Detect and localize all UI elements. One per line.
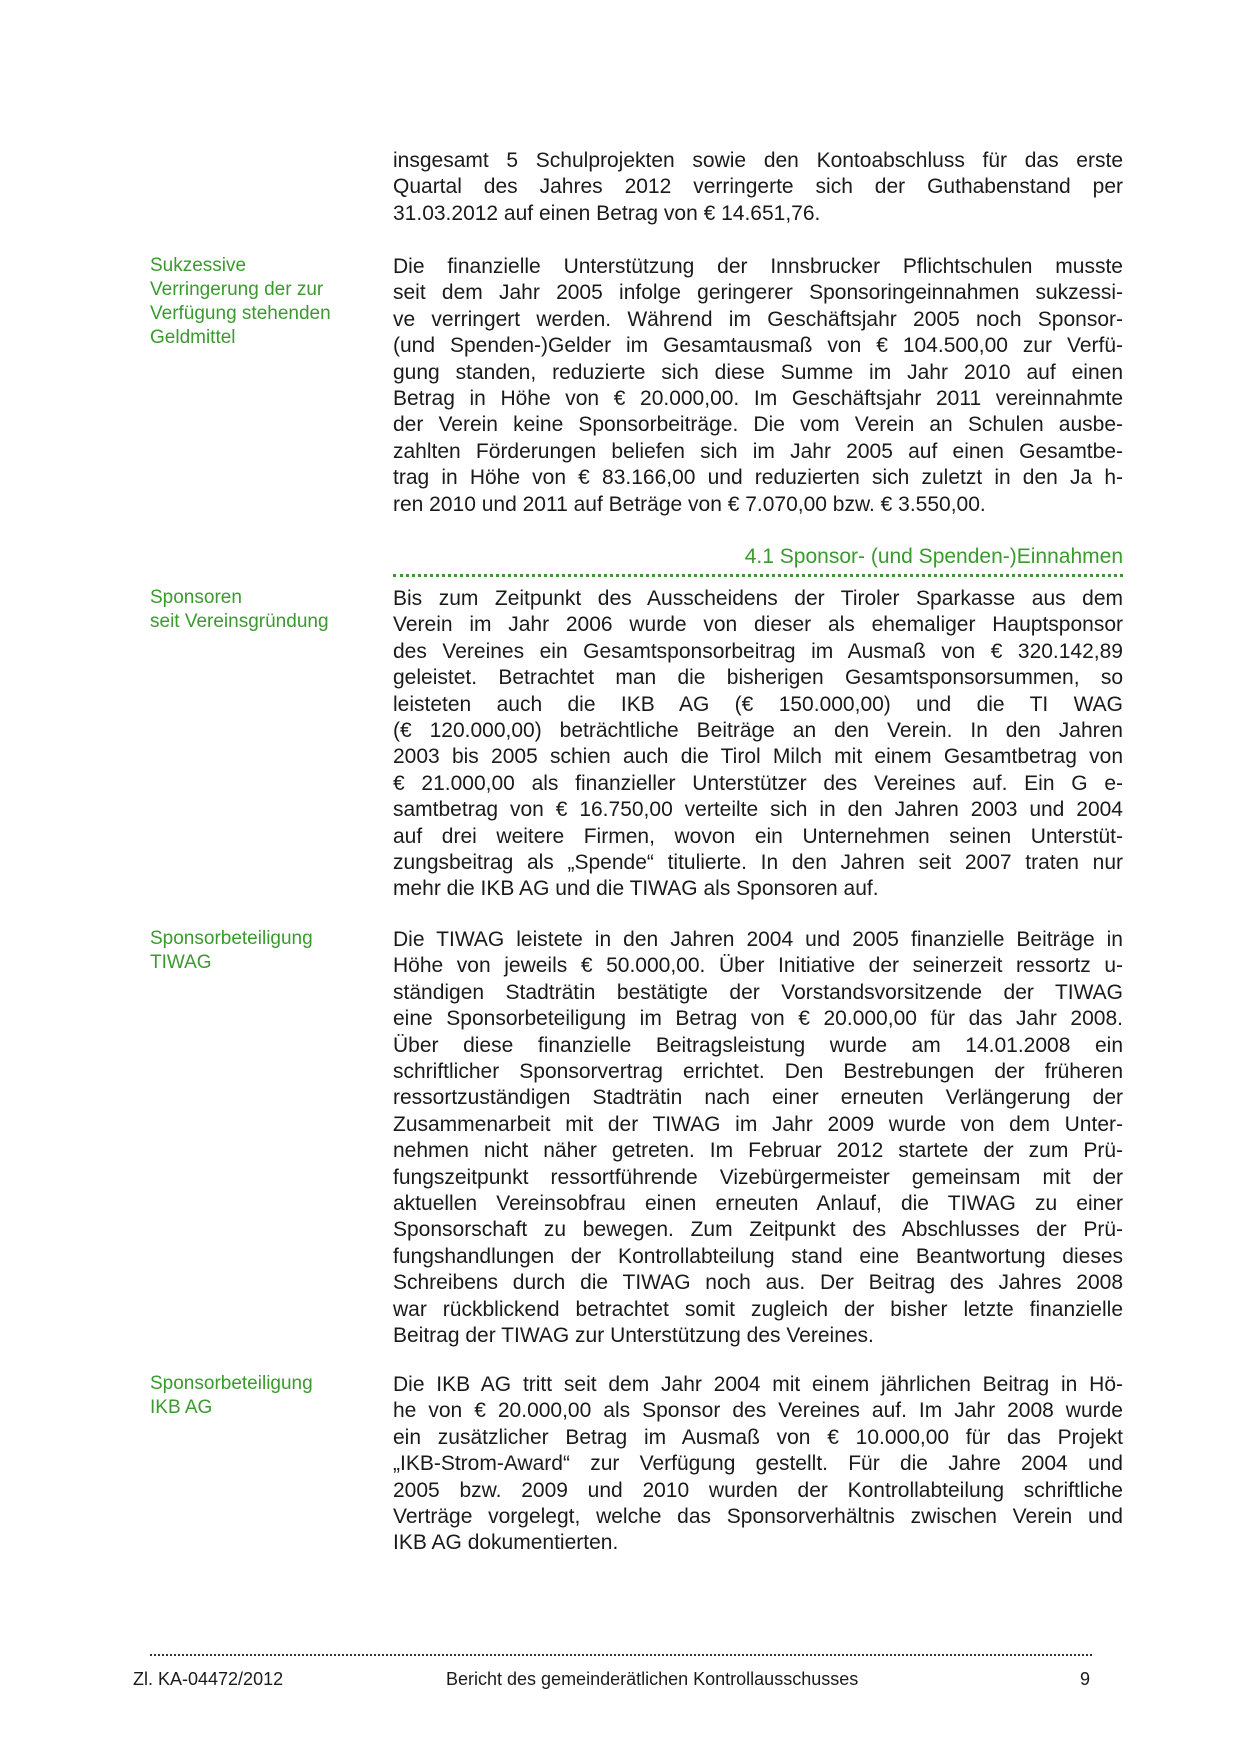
text-line: ren 2010 und 2011 auf Beträge von € 7.070,00 bzw. € 3.550,00. bbox=[393, 492, 986, 516]
text-line: nehmen nicht näher getreten. Im Februar 2012 startete der zum Prü- bbox=[393, 1139, 1123, 1163]
text-line: gung standen, reduzierte sich diese Summe im Jahr 2010 auf einen bbox=[393, 360, 1123, 384]
footer-reference: Zl. KA-04472/2012 bbox=[133, 1669, 284, 1689]
margin-note-line: Verfügung stehenden bbox=[150, 303, 331, 324]
margin-note-line: TIWAG bbox=[150, 952, 212, 973]
margin-note-line: Sponsorbeteiligung bbox=[150, 1373, 313, 1394]
text-line: samtbetrag von € 16.750,00 verteilte sich in den Jahren 2003 und 2004 bbox=[393, 798, 1123, 822]
text-line: des Vereines ein Gesamtsponsorbeitrag im Ausmaß von € 320.142,89 bbox=[393, 639, 1123, 663]
text-line: mehr die IKB AG und die TIWAG als Sponsoren auf. bbox=[393, 877, 879, 901]
margin-note-tiwag bbox=[150, 927, 380, 975]
text-line: Beitrag der TIWAG zur Unterstützung des Vereines. bbox=[393, 1324, 874, 1348]
text-line: „IKB-Strom-Award“ zur Verfügung gestellt. Für die Jahre 2004 und bbox=[393, 1452, 1123, 1476]
margin-note-line: Sponsoren bbox=[150, 587, 242, 608]
text-line: war rückblickend betrachtet somit zugleich der bisher letzte finanzielle bbox=[393, 1297, 1123, 1321]
text-line: Die IKB AG tritt seit dem Jahr 2004 mit einem jährlichen Beitrag in Hö- bbox=[393, 1373, 1123, 1396]
text-line: aktuellen Vereinsobfrau einen erneuten Anlauf, die TIWAG zu einer bbox=[393, 1192, 1123, 1216]
margin-note-line: Geldmittel bbox=[150, 327, 236, 348]
text-line: geleistet. Betrachtet man die bisherigen Gesamtsponsorsummen, so bbox=[393, 666, 1123, 690]
text-line: fungshandlungen der Kontrollabteilung stand eine Beantwortung dieses bbox=[393, 1244, 1123, 1268]
text-line: Verein im Jahr 2006 wurde von dieser als ehemaliger Hauptsponsor bbox=[393, 613, 1123, 637]
text-line: 2003 bis 2005 schien auch die Tirol Milch mit einem Gesamtbetrag von bbox=[393, 745, 1123, 769]
paragraph-p5 bbox=[393, 1372, 1123, 1557]
text-line: Zusammenarbeit mit der TIWAG im Jahr 2009 wurde von dem Unter- bbox=[393, 1112, 1123, 1136]
text-line: ressortzuständigen Stadträtin nach einer erneuten Verlängerung der bbox=[393, 1086, 1123, 1110]
text-line: zungsbeitrag als „Spende“ titulierte. In den Jahren seit 2007 traten nur bbox=[393, 851, 1123, 875]
paragraph-p1 bbox=[393, 148, 1123, 227]
text-line: Die finanzielle Unterstützung der Innsbrucker Pflichtschulen musste bbox=[393, 255, 1123, 278]
text-line: insgesamt 5 Schulprojekten sowie den Kontoabschluss für das erste bbox=[393, 149, 1123, 172]
text-line: (€ 120.000,00) beträchtliche Beiträge an den Verein. In den Jahren bbox=[393, 719, 1123, 743]
text-line: Quartal des Jahres 2012 verringerte sich der Guthabenstand per bbox=[393, 175, 1123, 199]
text-line: he von € 20.000,00 als Sponsor des Vereines auf. Im Jahr 2008 wurde bbox=[393, 1399, 1123, 1423]
text-line: ve verringert werden. Während im Geschäftsjahr 2005 noch Sponsor- bbox=[393, 307, 1123, 331]
text-line: schriftlicher Sponsorvertrag errichtet. Den Bestrebungen der früheren bbox=[393, 1060, 1123, 1084]
text-line: (und Spenden-)Gelder im Gesamtausmaß von € 104.500,00 zur Verfü- bbox=[393, 334, 1123, 358]
margin-note-line: seit Vereinsgründung bbox=[150, 611, 329, 632]
footer-title: Bericht des gemeinderätlichen Kontrollausschusses bbox=[446, 1669, 859, 1689]
text-line: Sponsorschaft zu bewegen. Zum Zeitpunkt des Abschlusses der Prü- bbox=[393, 1218, 1123, 1242]
text-line: Höhe von jeweils € 50.000,00. Über Initiative der seinerzeit ressortz u- bbox=[393, 954, 1123, 978]
section-heading: 4.1 Sponsor- (und Spenden-)Einnahmen bbox=[393, 544, 1123, 577]
text-line: der Verein keine Sponsorbeiträge. Die vom Verein an Schulen ausbe- bbox=[393, 413, 1123, 437]
text-line: ein zusätzlicher Betrag im Ausmaß von € 10.000,00 für das Projekt bbox=[393, 1425, 1123, 1449]
margin-note-ikb bbox=[150, 1372, 380, 1420]
paragraph-p3 bbox=[393, 586, 1123, 903]
text-line: trag in Höhe von € 83.166,00 und reduzierten sich zuletzt in den Ja h- bbox=[393, 466, 1123, 490]
text-line: Die TIWAG leistete in den Jahren 2004 und 2005 finanzielle Beiträge in bbox=[393, 928, 1123, 951]
paragraph-p2 bbox=[393, 254, 1123, 518]
text-line: Schreibens durch die TIWAG noch aus. Der Beitrag des Jahres 2008 bbox=[393, 1271, 1123, 1295]
text-line: ständigen Stadträtin bestätigte der Vorstandsvorsitzende der TIWAG bbox=[393, 980, 1123, 1004]
text-line: leisteten auch die IKB AG (€ 150.000,00) und die TI WAG bbox=[393, 692, 1123, 716]
text-line: € 21.000,00 als finanzieller Unterstützer des Vereines auf. Ein G e- bbox=[393, 771, 1123, 795]
text-line: auf drei weitere Firmen, wovon ein Unternehmen seinen Unterstüt- bbox=[393, 824, 1123, 848]
margin-note-sponsoren bbox=[150, 586, 380, 634]
margin-note-line: Sponsorbeteiligung bbox=[150, 928, 313, 949]
margin-note-line: IKB AG bbox=[150, 1397, 213, 1418]
text-line: Über diese finanzielle Beitragsleistung wurde am 14.01.2008 ein bbox=[393, 1033, 1123, 1057]
margin-note-line: Verringerung der zur bbox=[150, 279, 324, 300]
text-line: IKB AG dokumentierten. bbox=[393, 1531, 619, 1555]
text-line: 31.03.2012 auf einen Betrag von € 14.651,76. bbox=[393, 201, 821, 225]
page-number: 9 bbox=[1080, 1669, 1091, 1689]
text-line: zahlten Förderungen beliefen sich im Jahr 2005 auf einen Gesamtbe- bbox=[393, 439, 1123, 463]
margin-note-geldmittel bbox=[150, 254, 380, 350]
margin-note-line: Sukzessive bbox=[150, 255, 247, 276]
paragraph-p4 bbox=[393, 927, 1123, 1350]
text-line: fungszeitpunkt ressortführende Vizebürgermeister gemeinsam mit der bbox=[393, 1165, 1123, 1189]
footer-divider bbox=[150, 1654, 1092, 1656]
text-line: Betrag in Höhe von € 20.000,00. Im Geschäftsjahr 2011 vereinnahmte bbox=[393, 387, 1123, 411]
text-line: Bis zum Zeitpunkt des Ausscheidens der Tiroler Sparkasse aus dem bbox=[393, 587, 1123, 610]
text-line: seit dem Jahr 2005 infolge geringerer Sponsoringeinnahmen sukzessi- bbox=[393, 281, 1123, 305]
text-line: 2005 bzw. 2009 und 2010 wurden der Kontrollabteilung schriftliche bbox=[393, 1478, 1123, 1502]
text-line: eine Sponsorbeteiligung im Betrag von € 20.000,00 für das Jahr 2008. bbox=[393, 1007, 1123, 1031]
text-line: Verträge vorgelegt, welche das Sponsorverhältnis zwischen Verein und bbox=[393, 1505, 1123, 1529]
